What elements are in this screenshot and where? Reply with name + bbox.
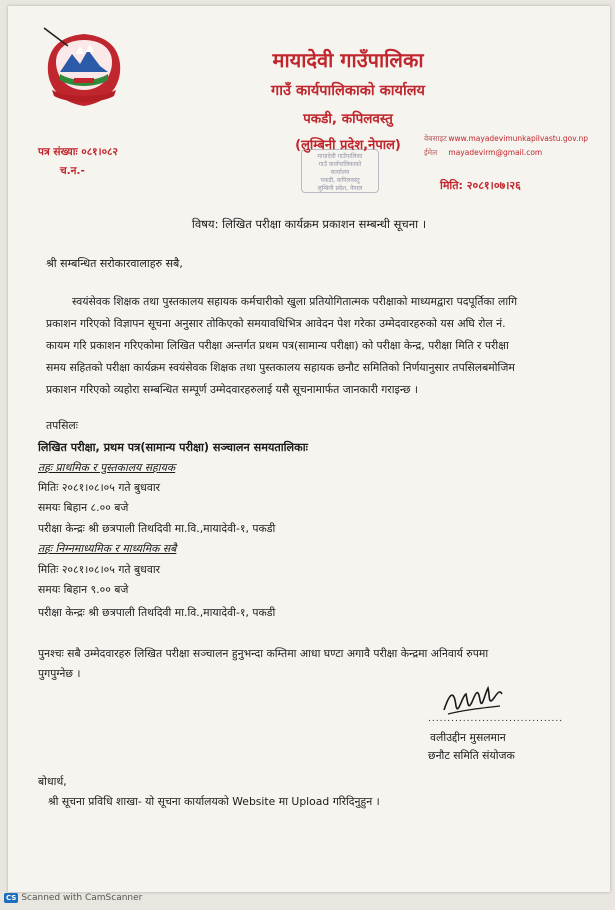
website-row [424, 134, 588, 144]
letter-date: मिति: २०८१।०७।२६ [440, 179, 521, 192]
cc-line: श्री सूचना प्रविधि शाखा- यो सूचना कार्यालयको Website मा Upload गरिदिनुहुन । [48, 795, 380, 808]
group-2-time: समयः बिहान ९.०० बजे [38, 583, 129, 596]
municipality-name: मायादेवी गाउँपालिका [272, 48, 424, 72]
stamp-line: पकडी, कपिलवस्तु [320, 177, 360, 184]
signature-dots: ................................... [428, 714, 564, 724]
subject-line: विषय: लिखित परीक्षा कार्यक्रम प्रकाशन सम्बन्धी सूचना । [191, 217, 427, 231]
cc-heading: बोधार्थ, [38, 775, 67, 788]
postscript-line: पुगपुग्नेछ । [38, 667, 81, 680]
group-2-date: मितिः २०८१।०८।०५ गते बुधवार [38, 563, 161, 576]
website-link[interactable]: www.mayadevimunkapilvastu.gov.np [448, 134, 588, 143]
group-1-level: तहः प्राथमिक र पुस्तकालय सहायक [38, 461, 176, 474]
body-line: कायम गरि प्रकाशन गरिएकोमा लिखित परीक्षा अन्तर्गत प्रथम पत्र(सामान्य परीक्षा) को परीक्षा केन्द्र, परीक्षा मिति र परीक्षा [46, 339, 509, 352]
signature-icon [438, 682, 508, 718]
stamp-line: गाउँ कार्यपालिकाको [318, 161, 362, 168]
scanner-watermark [4, 893, 142, 903]
camscanner-icon: CS [6, 894, 17, 902]
email-row [424, 148, 542, 158]
notice-page [8, 6, 610, 892]
website-label: वेबसाइट [424, 134, 447, 143]
email-label: ईमेल [424, 148, 438, 157]
group-1-time: समयः बिहान ८.०० बजे [38, 501, 129, 514]
stamp-line: कार्यालय [330, 169, 350, 176]
office-province: (लुम्बिनी प्रदेश,नेपाल) [295, 138, 401, 153]
office-name: गाउँ कार्यपालिकाको कार्यालय [271, 83, 425, 99]
schedule-heading: तपसिलः [46, 419, 78, 432]
stamp-line: मायादेवी गाउँपालिका [317, 153, 363, 160]
stamp-line: लुम्बिनी प्रदेश, नेपाल [317, 185, 363, 192]
government-emblem-icon [38, 24, 130, 112]
body-line: प्रकाशन गरिएको विज्ञापन सूचना अनुसार तोकिएको समयावधिभित्र आवेदन पेश गरेका उम्मेदवारहरुको यस अघि रोल नं. [46, 317, 506, 330]
body-line: प्रकाशन गरिएको व्यहोरा सम्बन्धित सम्पूर्ण उम्मेदवारहरुलाई यसै सूचनामार्फत जानकारी गराइन्छ । [46, 383, 418, 396]
postscript-line: पुनश्चः सबै उम्मेदवारहरु लिखित परीक्षा सञ्चालन हुनुभन्दा कम्तिमा आधा घण्टा अगावै परीक्षा केन्द्रमा अनिवार्य रुपमा [38, 647, 489, 660]
office-location: पकडी, कपिलवस्तु [303, 111, 393, 127]
group-1-center: परीक्षा केन्द्रः श्री छत्रपाली तिथदिवी मा.वि.,मायादेवी-१, पकडी [38, 522, 276, 535]
signatory-name: वलीउद्दीन मुसलमान [430, 731, 506, 744]
body-line: समय सहितको परीक्षा कार्यक्रम स्वयंसेवक शिक्षक तथा पुस्तकालय सहायक छनौट समितिको निर्णयानुसार तपसिलबमोजिम [46, 361, 515, 374]
group-1-date: मितिः २०८१।०८।०५ गते बुधवार [38, 481, 161, 494]
group-2-center: परीक्षा केन्द्रः श्री छत्रपाली तिथदिवी मा.वि.,मायादेवी-१, पकडी [38, 606, 276, 619]
office-stamp [301, 149, 379, 193]
signatory-title: छनौट समिति संयोजक [428, 749, 515, 762]
schedule-title: लिखित परीक्षा, प्रथम पत्र(सामान्य परीक्षा) सञ्चालन समयतालिकाः [38, 441, 308, 454]
reference-number: पत्र संख्याः ०८१।०८२ [38, 146, 118, 158]
scanner-label: Scanned with CamScanner [21, 893, 143, 903]
email-link[interactable]: mayadevirm@gmail.com [448, 148, 543, 157]
salutation: श्री सम्बन्धित सरोकारवालाहरु सबै, [46, 257, 183, 270]
body-paragraph [46, 291, 580, 401]
body-line: स्वयंसेवक शिक्षक तथा पुस्तकालय सहायक कर्मचारीको खुला प्रतियोगितात्मक परीक्षाको माध्यमद्वारा पदपूर्तिका लागि [72, 295, 518, 308]
group-2-level: तहः निम्नमाध्यमिक र माध्यमिक सबै [38, 542, 177, 555]
dispatch-number: च.न.- [60, 165, 85, 177]
